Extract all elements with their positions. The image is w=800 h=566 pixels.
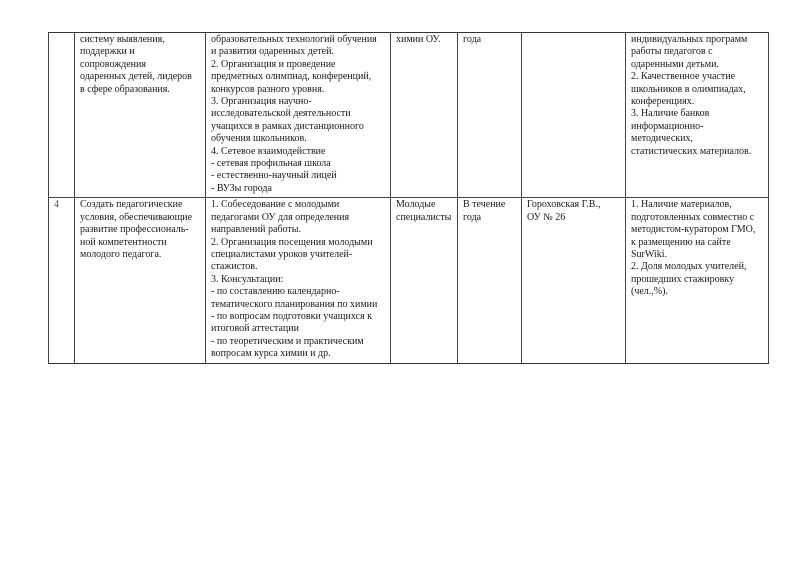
text-line: 2. Организация посещения молодыми xyxy=(211,236,373,248)
text-line: 1. Собеседование с молодыми xyxy=(211,199,340,211)
text-line: 2. Качественное участие xyxy=(631,71,736,83)
text-line: педагогами ОУ для определения xyxy=(211,211,350,223)
text-line: подготовленных совместно с xyxy=(631,211,755,223)
text-line: поддержки и xyxy=(80,46,135,58)
text-line: (чел.,%). xyxy=(631,286,668,298)
text-line: развитие профессиональ- xyxy=(80,224,189,236)
text-line: - по теоретическим и практическим xyxy=(211,335,364,347)
text-line: к размещению на сайте xyxy=(631,236,731,248)
text-line: - естественно-научный лицей xyxy=(211,170,337,182)
cell-responsible xyxy=(522,198,626,363)
text-line: Гороховская Г.В., xyxy=(527,199,601,211)
text-line: итоговой аттестации xyxy=(211,323,299,335)
text-line: 4. Сетевое взаимодействие xyxy=(211,145,326,157)
text-line: конференциях. xyxy=(631,96,695,108)
text-line: предметных олимпиад, конференций, xyxy=(211,71,372,83)
text-line: года xyxy=(463,34,482,45)
text-line: 2. Доля молодых учителей, xyxy=(631,261,747,273)
text-line: образовательных технологий обучения xyxy=(211,34,377,45)
text-line: специалистами уроков учителей- xyxy=(211,248,353,260)
text-line: прошедших стажировку xyxy=(631,273,735,285)
cell-results xyxy=(626,198,769,363)
text-line: одаренных детей, лидеров xyxy=(80,71,192,83)
text-line: специалисты xyxy=(396,211,452,223)
row-number: 4 xyxy=(54,199,59,211)
work-plan-table xyxy=(48,32,769,364)
text-line: направлений работы. xyxy=(211,224,302,236)
text-line: обучения школьников. xyxy=(211,133,307,145)
cell-timing xyxy=(458,33,522,198)
cell-goal xyxy=(75,33,206,198)
text-line: работы педагогов с xyxy=(631,46,713,58)
cell-responsible xyxy=(522,33,626,198)
cell-number xyxy=(49,198,75,363)
text-line: Создать педагогические xyxy=(80,199,183,211)
text-line: учащихся в рамках дистанционного xyxy=(211,120,364,132)
text-line: - по составлению календарно- xyxy=(211,286,340,298)
text-line: 2. Организация и проведение xyxy=(211,58,336,70)
table-row xyxy=(49,198,769,363)
text-line: В течение xyxy=(463,199,506,211)
text-line: школьников в олимпиадах, xyxy=(631,83,746,95)
text-line: систему выявления, xyxy=(80,34,165,45)
cell-activities xyxy=(206,33,391,198)
text-line: индивидуальных программ xyxy=(631,34,748,45)
cell-timing xyxy=(458,198,522,363)
text-line: 1. Наличие материалов, xyxy=(631,199,732,211)
cell-number xyxy=(49,33,75,198)
text-line: стажистов. xyxy=(211,261,258,273)
text-line: информационно- xyxy=(631,120,704,132)
text-line: методических, xyxy=(631,133,694,145)
text-line: Молодые xyxy=(396,199,436,211)
text-line: методистом-куратором ГМО, xyxy=(631,224,756,236)
text-line: ной компетентности xyxy=(80,236,167,248)
text-line: и развития одаренных детей. xyxy=(211,46,334,58)
text-line: конкурсов разного уровня. xyxy=(211,83,325,95)
text-line: молодого педагога. xyxy=(80,248,162,260)
text-line: SurWiki. xyxy=(631,248,667,260)
text-line: 3. Консультации: xyxy=(211,273,284,285)
text-line: - по вопросам подготовки учащихся к xyxy=(211,310,372,322)
cell-participants xyxy=(391,33,458,198)
text-line: тематического планирования по химии xyxy=(211,298,378,310)
text-line: ОУ № 26 xyxy=(527,211,566,223)
cell-results xyxy=(626,33,769,198)
text-line: исследовательской деятельности xyxy=(211,108,351,120)
cell-activities xyxy=(206,198,391,363)
cell-goal xyxy=(75,198,206,363)
text-line: статистических материалов. xyxy=(631,145,752,157)
text-line: 3. Наличие банков xyxy=(631,108,710,120)
text-line: одаренными детьми. xyxy=(631,58,719,70)
table-row xyxy=(49,33,769,198)
text-line: вопросам курса химии и др. xyxy=(211,348,331,360)
text-line: условия, обеспечивающие xyxy=(80,211,193,223)
text-line: - сетевая профильная школа xyxy=(211,158,331,170)
text-line: сопровождения xyxy=(80,58,146,70)
cell-participants xyxy=(391,198,458,363)
text-line: в сфере образования. xyxy=(80,83,170,95)
text-line: 3. Организация научно- xyxy=(211,96,312,108)
text-line: химии ОУ. xyxy=(396,34,441,45)
text-line: года xyxy=(463,211,482,223)
text-line: - ВУЗы города xyxy=(211,182,272,194)
